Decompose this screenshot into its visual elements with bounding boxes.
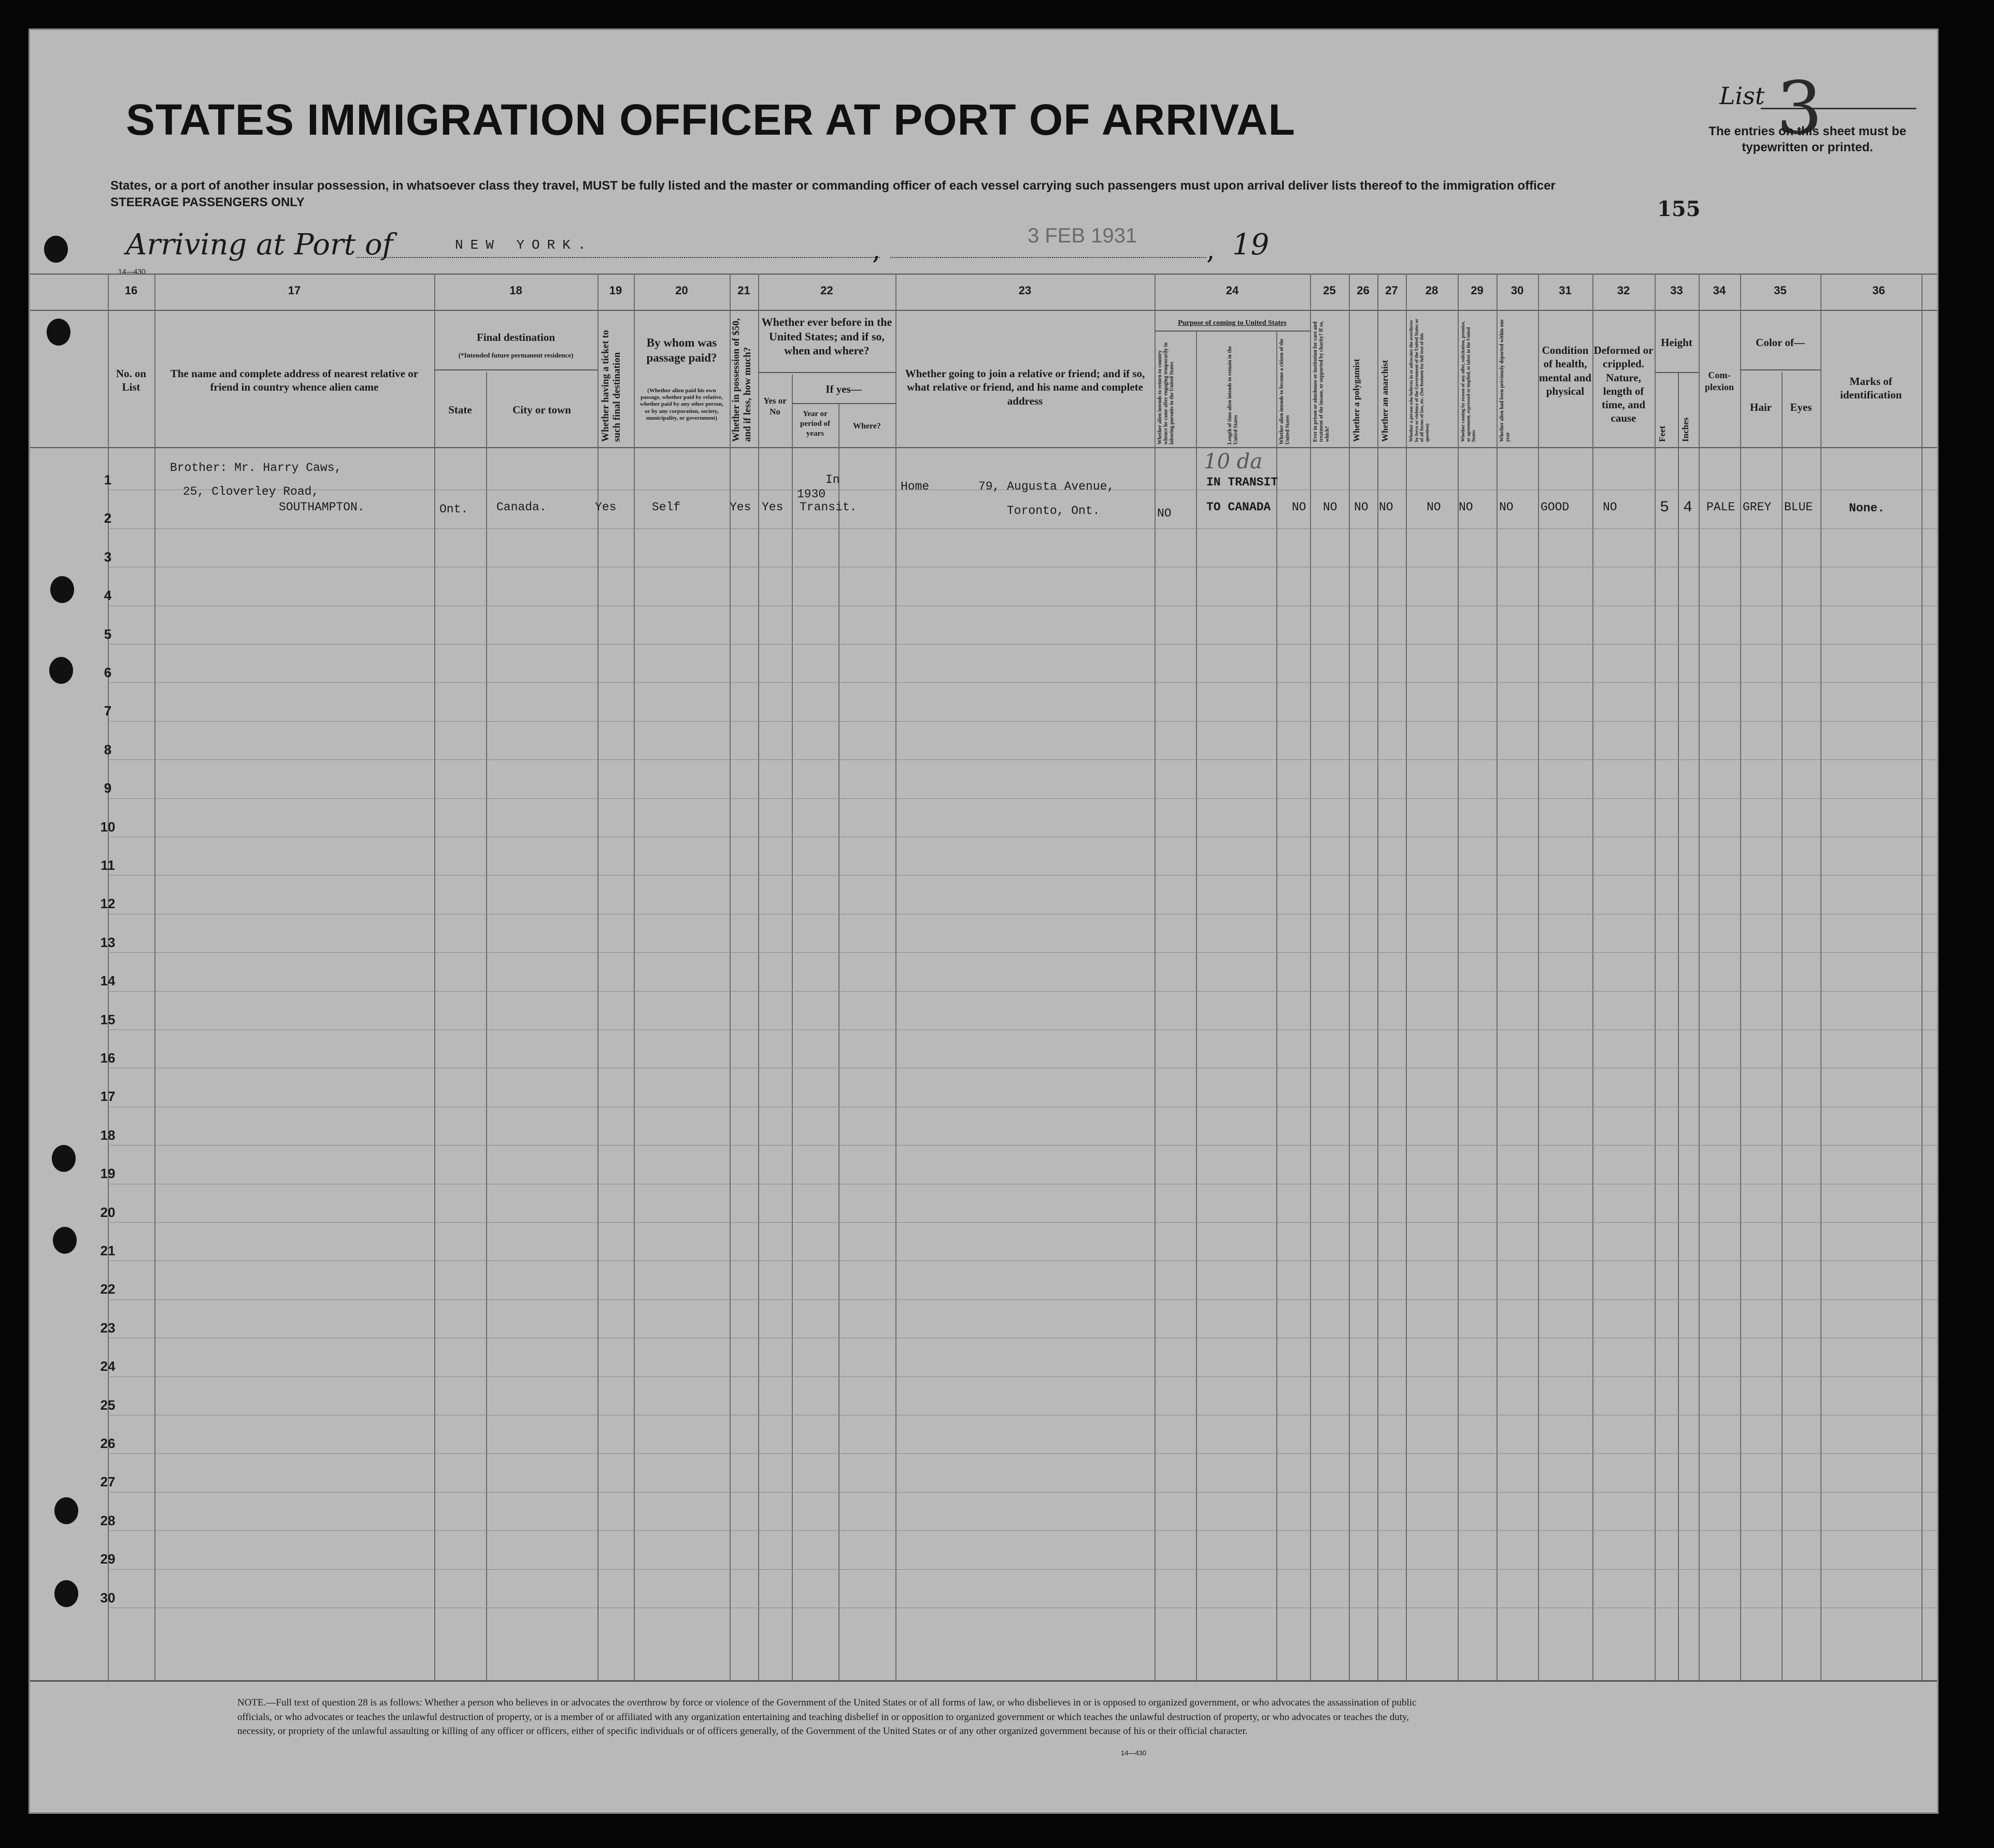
row-number: 8 (104, 741, 112, 757)
col-line (597, 274, 599, 1680)
colnum-24: 24 (1226, 284, 1239, 297)
col-line (758, 274, 759, 1680)
citizen-value: NO (1292, 500, 1306, 514)
col-line (1155, 274, 1156, 1680)
subheader-line (1155, 331, 1310, 332)
header-deformed: Deformed or crippled. Nature, length of time, and cause (1593, 344, 1654, 425)
subheader-line (1655, 372, 1699, 373)
row-separator (108, 721, 1937, 722)
colnum-19: 19 (609, 284, 622, 297)
row-number: 7 (104, 703, 112, 719)
subheader-line (792, 403, 895, 404)
col-line (154, 274, 155, 1680)
join-line-1: Home (901, 480, 930, 493)
col-line (1377, 274, 1378, 1680)
row-separator (108, 1029, 1937, 1030)
punch-hole (50, 576, 74, 603)
colnum-20: 20 (675, 284, 688, 297)
col-line (1310, 274, 1311, 1680)
header-before-in-us: Whether ever before in the United States; and if so, when and where? (761, 316, 892, 357)
row-separator (108, 991, 1937, 992)
port-underline (357, 257, 880, 258)
port-value: NEW YORK. (455, 237, 593, 253)
header-year-period: Year or period of years (800, 410, 830, 438)
header-purpose-return: Whether alien intends to return to country whence he came after engaging temporarily in laboring pursuits in the United States (1157, 342, 1175, 445)
row-separator (108, 1260, 1937, 1261)
colnum-18: 18 (509, 284, 522, 297)
manifest-table (30, 274, 1937, 1683)
manifest-sheet (29, 28, 1939, 1814)
hair-value: GREY (1743, 500, 1772, 514)
polygamist-value: NO (1354, 500, 1369, 514)
header-final-destination-note: (*Intended future permanent residence) (458, 351, 574, 359)
header-join-relative: Whether going to join a relative or friend; and if so, what relative or friend, and his name and complete address (905, 367, 1145, 407)
header-no-on-list: No. on List (116, 367, 147, 394)
col-line (486, 372, 487, 1680)
row-number: 3 (104, 549, 112, 565)
intro-text (110, 178, 1665, 211)
colnum-16: 16 (124, 284, 138, 297)
marks-value: None. (1849, 502, 1885, 515)
row-number: 13 (100, 934, 116, 950)
list-label: List (1719, 82, 1765, 110)
row-number: 2 (104, 510, 112, 526)
punch-hole (44, 236, 68, 263)
header-color-of: Color of— (1756, 336, 1805, 349)
colnum-23: 23 (1018, 284, 1032, 297)
row-separator (108, 952, 1937, 953)
row-separator (108, 1453, 1937, 1454)
col-line (1921, 274, 1922, 1680)
col-line (1592, 274, 1593, 1680)
header-ticket: Whether having a ticket to such final destination (600, 330, 622, 442)
header-complexion: Com-plexion (1704, 370, 1734, 392)
header-prison: Ever in prison or almshouse or institution for care and treatment of the insane, or supported by charity? If so, which? (1313, 321, 1330, 442)
row-number: 4 (104, 588, 112, 604)
header-polygamist: Whether a polygamist (1351, 359, 1361, 442)
year-prefix: 19 (1232, 228, 1270, 262)
row-number: 5 (104, 626, 112, 642)
form-code-bottom: 14—430 (1121, 1749, 1147, 1757)
header-hair: Hair (1750, 401, 1772, 413)
col-line (1406, 274, 1407, 1680)
colnum-26: 26 (1357, 284, 1370, 297)
header-overthrow: Whether a person who believes in or advocates the overthrow by force or violence of the Government of the United States or of all forms of law, etc. (See footnote for full text of this question) (1408, 319, 1430, 442)
row-separator (108, 1222, 1937, 1223)
header-purpose: Purpose of coming to United States (1178, 319, 1287, 327)
col-line (634, 274, 635, 1680)
colnum-21: 21 (737, 284, 750, 297)
punch-hole (52, 1145, 76, 1172)
col-line (1678, 372, 1679, 1680)
row-number: 12 (100, 896, 116, 912)
header-purpose-length: Length of time alien intends to remain in the United States (1227, 346, 1239, 445)
prison-value: NO (1323, 500, 1337, 514)
relative-line-3: SOUTHAMPTON. (279, 500, 365, 514)
colnum-22: 22 (820, 284, 833, 297)
anarchist-value: NO (1379, 500, 1393, 514)
deported-value: NO (1499, 500, 1514, 514)
row-number: 25 (100, 1397, 116, 1413)
col-line (1497, 274, 1498, 1680)
overthrow-value: NO (1427, 500, 1441, 514)
header-bottom-border (30, 447, 1937, 448)
header-where: Where? (853, 422, 881, 431)
col-line (838, 403, 839, 1680)
header-passage-paid-note: (Whether alien paid his own passage, whether paid by relative, whether paid by any other person, or by any corporation, society, municipality, or government) (640, 388, 723, 421)
comma-separator: , (872, 235, 881, 266)
header-anarchist: Whether an anarchist (1380, 360, 1390, 442)
colnum-32: 32 (1617, 284, 1630, 297)
before-yes-no-value: Yes (762, 500, 784, 514)
row-number: 28 (100, 1512, 116, 1528)
header-condition: Condition of health, mental and physical (1539, 344, 1591, 397)
row-number: 18 (100, 1127, 116, 1143)
header-state: State (448, 404, 472, 416)
join-line-2: 79, Augusta Avenue, (978, 480, 1115, 493)
page-number: 155 (1657, 197, 1701, 221)
colnum-28: 28 (1425, 284, 1438, 297)
city-value: Canada. (496, 500, 547, 514)
relative-line-1: Brother: Mr. Harry Caws, (170, 461, 342, 475)
feet-value: 5 (1660, 499, 1670, 517)
header-city: City or town (512, 404, 571, 416)
row-number: 16 (100, 1050, 116, 1066)
punch-hole (49, 657, 73, 684)
row-separator (108, 1299, 1937, 1300)
colnum-17: 17 (288, 284, 301, 297)
row-separator (108, 798, 1937, 799)
entries-note: The entries on this sheet must be typewritten or printed. (1708, 124, 1906, 155)
header-height: Height (1661, 336, 1692, 349)
row-separator (108, 1530, 1937, 1531)
col-line (1655, 274, 1656, 1680)
fifty-value: Yes (730, 500, 751, 514)
col-line (1196, 331, 1197, 1680)
eyes-value: BLUE (1784, 500, 1813, 514)
column-number-divider (30, 310, 1937, 311)
page-title: STATES IMMIGRATION OFFICER AT PORT OF ARRIVAL (126, 95, 1295, 144)
subheader-line (758, 372, 895, 373)
date-stamp: 3 FEB 1931 (1028, 224, 1137, 247)
join-line-3: Toronto, Ont. (1007, 504, 1100, 518)
row-number: 30 (100, 1589, 116, 1606)
header-passage-paid: By whom was passage paid? (646, 336, 717, 364)
header-final-destination: Final destination (476, 331, 556, 343)
date-underline (890, 257, 1206, 258)
passage-value: Self (652, 500, 681, 514)
row-number: 21 (100, 1243, 116, 1258)
port-label: Arriving at Port of (126, 228, 393, 262)
row-separator (108, 528, 1937, 529)
length-handwritten-note: 10 da (1204, 450, 1263, 474)
header-if-yes: If yes— (825, 383, 862, 395)
col-line (434, 274, 435, 1680)
row-separator (108, 1492, 1937, 1493)
colnum-36: 36 (1872, 284, 1885, 297)
col-line (1820, 274, 1821, 1680)
punch-hole (54, 1580, 78, 1607)
row-number: 29 (100, 1551, 116, 1567)
header-marks: Marks of identification (1840, 375, 1902, 402)
header-feet: Feet (1657, 425, 1667, 442)
punch-hole (54, 1497, 78, 1524)
colnum-27: 27 (1385, 284, 1398, 297)
header-yes-or-no: Yes or No (763, 396, 787, 417)
row-number: 23 (100, 1320, 116, 1336)
row-number: 17 (100, 1088, 116, 1105)
row-number: 27 (100, 1474, 116, 1490)
table-bottom-border (30, 1680, 1937, 1682)
subheader-line (1740, 369, 1820, 370)
colnum-34: 34 (1713, 284, 1726, 297)
row-number: 15 (100, 1011, 116, 1027)
header-purpose-citizen: Whether alien intends to become a citizen of the United States (1279, 338, 1291, 445)
length-line-1: IN TRANSIT (1206, 476, 1278, 489)
form-code-top: 14—430 (118, 267, 146, 276)
header-eyes: Eyes (1790, 401, 1812, 413)
colnum-25: 25 (1323, 284, 1336, 297)
row-separator (108, 1569, 1937, 1570)
header-deported: Whether alien had been previously deported within one year (1499, 319, 1511, 442)
deformed-value: NO (1603, 500, 1617, 514)
footnote: NOTE.—Full text of question 28 is as follows: Whether a person who believes in or advocates the overthrow by force or violence of the Government of the United States or of all forms of law, or who disbelieves in or is opposed to organized government, or who advocates the assassination of public officials, or who advocates or teaches the unlawful destruction of property, or is a member of or affiliated with any organization entertaining and teaching disbelief in or opposition to organized government or which teaches the unlawful destruction of property, or who advocates or teaches the duty, necessity, or propriety of the unlawful assaulting or killing of any officer or officers, either of specific individuals or of officers generally, of the Government of the United States or of any other organized government because of his or their official character. (237, 1697, 1417, 1737)
row-number: 11 (101, 857, 115, 873)
state-value: Ont. (439, 503, 468, 516)
intro-line-2: STEERAGE PASSENGERS ONLY (110, 195, 305, 210)
row-number: 19 (100, 1166, 116, 1182)
row-number: 9 (104, 780, 112, 796)
inches-value: 4 (1683, 499, 1693, 517)
intro-line-1: States, or a port of another insular possession, in whatsoever class they travel, MUST be fully listed and the master or commanding officer of each vessel carrying such passengers must upon arrival deliver lists thereof to the immigration officer (110, 179, 1556, 193)
col-line (730, 274, 731, 1680)
colnum-30: 30 (1511, 284, 1524, 297)
col-line (1782, 372, 1783, 1680)
colnum-33: 33 (1670, 284, 1683, 297)
col-line (895, 274, 896, 1680)
row-number: 10 (100, 819, 116, 835)
colnum-35: 35 (1774, 284, 1787, 297)
length-line-2: TO CANADA (1206, 500, 1271, 514)
condition-value: GOOD (1541, 500, 1570, 514)
header-offer: Whether coming by reason of any offer, solicitation, promise, or agreement, expressed or implied, to labor in the United States (1460, 321, 1476, 442)
colnum-31: 31 (1559, 284, 1572, 297)
relative-line-2: 25, Cloverley Road, (183, 485, 319, 498)
col-line (1349, 274, 1350, 1680)
col-line (1699, 274, 1700, 1680)
colnum-29: 29 (1471, 284, 1484, 297)
offer-value: NO (1459, 500, 1473, 514)
table-top-border (30, 274, 1937, 275)
ticket-value: Yes (595, 500, 617, 514)
where-line-1: In (825, 473, 840, 486)
col-line (1458, 274, 1459, 1680)
comma-separator: , (1206, 235, 1215, 266)
row-number: 14 (100, 973, 116, 989)
punch-hole (47, 319, 70, 346)
subheader-line (434, 369, 597, 370)
col-line (1740, 274, 1741, 1680)
row-number: 1 (104, 472, 112, 488)
col-line (1276, 331, 1277, 1680)
row-number: 24 (100, 1358, 116, 1374)
where-line-2: Transit. (800, 500, 857, 514)
col-line (1538, 274, 1539, 1680)
header-inches: Inches (1680, 417, 1690, 442)
purpose-return-value: NO (1157, 507, 1172, 520)
row-number: 26 (100, 1436, 116, 1451)
punch-hole (53, 1227, 77, 1254)
row-separator (108, 875, 1937, 876)
col-line (792, 375, 793, 1680)
row-number: 22 (100, 1281, 116, 1297)
header-relative-address: The name and complete address of nearest relative or friend in country whence alien came (170, 367, 419, 394)
year-value: 1930 (797, 488, 826, 501)
complexion-value: PALE (1706, 500, 1735, 514)
header-fifty-dollars: Whether in possession of $50, and if less, how much? (731, 318, 753, 442)
list-number: 3 (1776, 66, 1823, 151)
row-separator (108, 682, 1937, 683)
row-number: 6 (104, 665, 112, 680)
row-number: 20 (100, 1204, 116, 1220)
